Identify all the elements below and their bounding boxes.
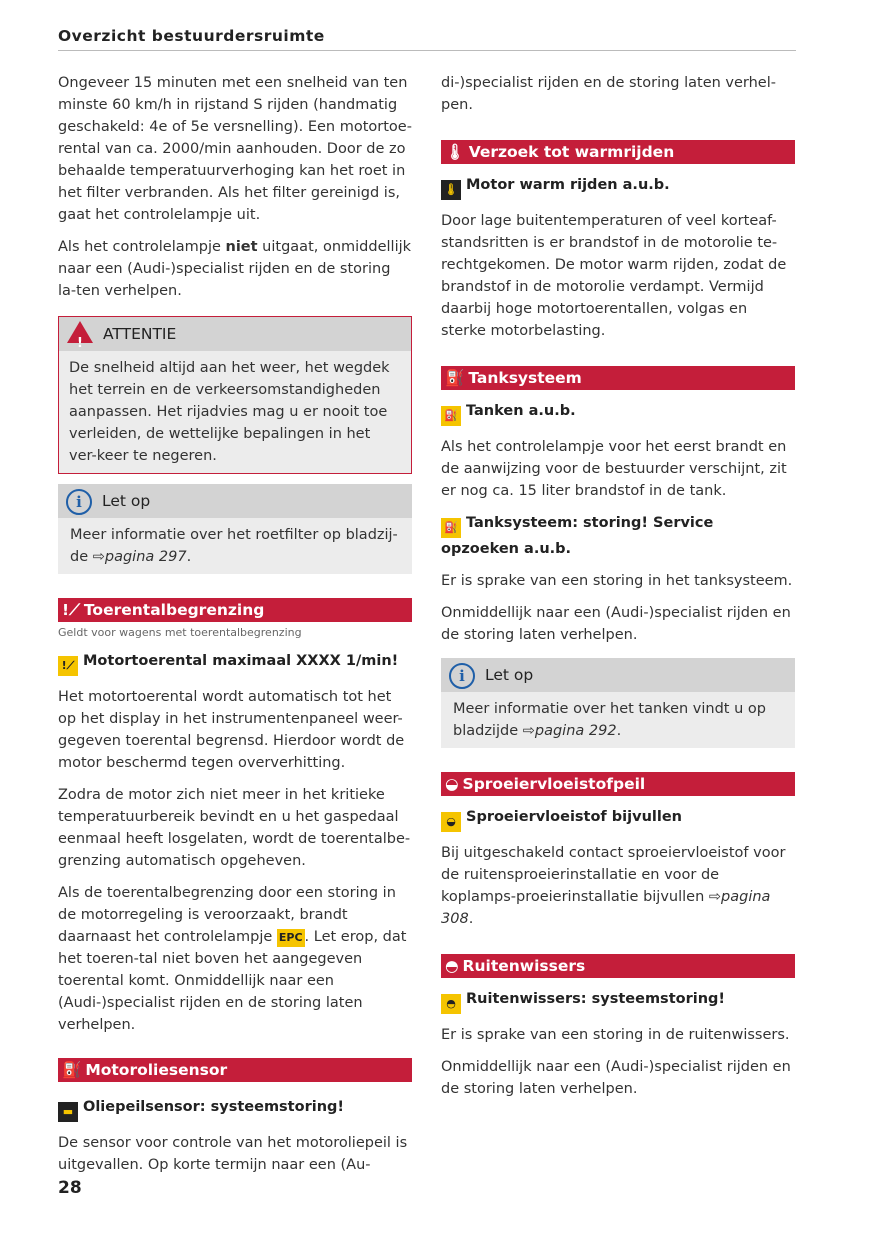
wiper-warning-icon: ◓ <box>441 994 461 1014</box>
section-subnote: Geldt voor wagens met toerentalbegrenzing <box>58 626 302 639</box>
paragraph: Als het controlelampje niet uitgaat, onmiddellijk naar een (Audi-)specialist rijden en de storing la-ten verhelpen. <box>58 239 412 299</box>
warning-heading: ⛽ Tanken a.u.b. <box>441 400 795 426</box>
rpm-warning-icon: !⟋ <box>58 656 78 676</box>
paragraph: Ongeveer 15 minuten met een snelheid van ten minste 60 km/h in rijstand S rijden (handmatig geschakeld: 4e of 5e versnelling). Een motortoe-rental van ca. 2000/min aanhouden. Door de zo behaalde temperatuurverhoging kan het roet in het filter verbranden. Als het filter gereinigd is, gaat het controlelampje uit. <box>58 75 412 223</box>
page-header <box>58 26 796 51</box>
rpm-limit-icon: !⟋ <box>62 601 80 619</box>
note-body: Meer informatie over het tanken vindt u op bladzijde ⇨pagina 292. <box>441 692 795 748</box>
epc-icon: EPC <box>277 929 305 947</box>
fuel-warning-icon: ⛽ <box>441 406 461 426</box>
attention-title: ATTENTIE <box>103 325 177 343</box>
paragraph: Als het controlelampje voor het eerst brandt en de aanwijzing voor de bestuurder verschijnt, zit er nog ca. 15 liter brandstof in de tank. <box>441 439 787 499</box>
page-number: 28 <box>58 1178 82 1198</box>
section-title-ruitenwissers: ◓ Ruitenwissers <box>441 954 795 978</box>
right-column <box>441 72 795 1110</box>
page-link[interactable]: ⇨pagina 292 <box>522 723 617 739</box>
warning-heading: 🌡 Motor warm rijden a.u.b. <box>441 174 795 200</box>
left-column <box>58 72 412 1186</box>
note-box <box>58 484 412 574</box>
warning-heading: !⟋ Motortoerental maximaal XXXX 1/min! <box>58 650 412 676</box>
warning-heading: ◓ Ruitenwissers: systeemstoring! <box>441 988 795 1014</box>
paragraph: di-)specialist rijden en de storing laten verhel-pen. <box>441 75 776 113</box>
header-title: Overzicht bestuurdersruimte <box>58 27 325 45</box>
paragraph: De sensor voor controle van het motoroliepeil is uitgevallen. Op korte termijn naar een (Au- <box>58 1135 408 1173</box>
oil-can-icon: ⛽ <box>62 1061 82 1079</box>
wiper-icon: ◓ <box>445 957 459 975</box>
attention-box <box>58 316 412 474</box>
warning-heading: ▬ Oliepeilsensor: systeemstoring! <box>58 1096 412 1122</box>
thermometer-icon: 🌡 <box>445 143 465 161</box>
thermometer-warning-icon: 🌡 <box>441 180 461 200</box>
oil-sensor-icon: ▬ <box>58 1102 78 1122</box>
paragraph: Er is sprake van een storing in de ruitenwissers. <box>441 1027 790 1043</box>
section-title-sproeiervloeistof: ◒ Sproeiervloeistofpeil <box>441 772 795 796</box>
paragraph: Zodra de motor zich niet meer in het kritieke temperatuurbereik bevindt en u het gaspedaal eenmaal heeft losgelaten, wordt de toerentalbe-grenzing automatisch opgeheven. <box>58 787 411 869</box>
note-title: Let op <box>102 492 151 510</box>
page-link[interactable]: ⇨pagina 297 <box>92 549 187 565</box>
section-title-warmrijden: 🌡 Verzoek tot warmrijden <box>441 140 795 164</box>
paragraph: Het motortoerental wordt automatisch tot het op het display in het instrumentenpaneel weer-gegeven toerental begrensd. Hierdoor wordt de motor beschermd tegen oververhitting. <box>58 689 405 771</box>
warning-heading: ◒ Sproeiervloeistof bijvullen <box>441 806 795 832</box>
paragraph: Onmiddellijk naar een (Audi-)specialist rijden en de storing laten verhelpen. <box>441 1059 791 1097</box>
info-icon: i <box>66 489 92 515</box>
note-title: Let op <box>485 666 534 684</box>
warning-heading: ⛽ Tanksysteem: storing! Service opzoeken a.u.b. <box>441 515 714 557</box>
note-box <box>441 658 795 748</box>
paragraph: Door lage buitentemperaturen of veel korteaf-standsritten is er brandstof in de motorolie te-rechtgekomen. De motor warm rijden, zodat de brandstof in de motorolie verdampt. Vermijd daarbij hoge motortoerentallen, volgas en sterke motorbelasting. <box>441 213 787 339</box>
washer-warning-icon: ◒ <box>441 812 461 832</box>
paragraph: Onmiddellijk naar een (Audi-)specialist rijden en de storing laten verhelpen. <box>441 605 791 643</box>
section-title-tanksysteem: ⛽ Tanksysteem <box>441 366 795 390</box>
paragraph: Er is sprake van een storing in het tanksysteem. <box>441 573 793 589</box>
warning-triangle-icon: ! <box>67 321 93 343</box>
fuel-pump-icon: ⛽ <box>445 369 465 387</box>
info-icon: i <box>449 663 475 689</box>
paragraph: Bij uitgeschakeld contact sproeiervloeistof voor de ruitensproeierinstallatie en voor de koplamps-proeierinstallatie bijvullen ⇨pagina 308. <box>441 845 786 927</box>
note-body: Meer informatie over het roetfilter op bladzij-de ⇨pagina 297. <box>58 518 412 574</box>
section-title-motoroliesensor: ⛽ Motoroliesensor <box>58 1058 412 1082</box>
washer-fluid-icon: ◒ <box>445 775 459 793</box>
section-title-toerentalbegrenzing: !⟋ Toerentalbegrenzing <box>58 598 412 622</box>
attention-body: De snelheid altijd aan het weer, het wegdek het terrein en de verkeersomstandigheden aanpassen. Het rijadvies mag u er nooit toe verleiden, de wettelijke bepalingen in het ver-keer te negeren. <box>59 351 411 473</box>
fuel-warning-icon: ⛽ <box>441 518 461 538</box>
paragraph: Als de toerentalbegrenzing door een storing in de motorregeling is veroorzaakt, brandt daarnaast het controlelampje EPC . Let erop, dat het toeren-tal niet boven het aangegeven toerental komt. Onmiddellijk naar een (Audi-)specialist rijden en de storing laten verhelpen. <box>58 885 407 1033</box>
page-link[interactable]: ⇨pagina 308 <box>441 889 771 927</box>
